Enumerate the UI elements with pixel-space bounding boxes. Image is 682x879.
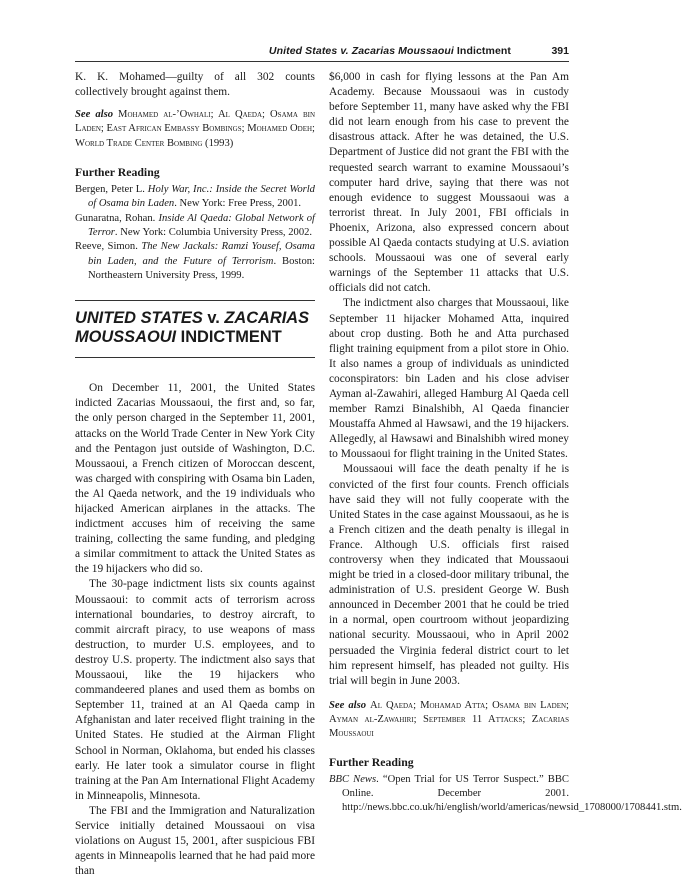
see-also-label: See also	[329, 699, 366, 711]
article-paragraph: Moussaoui will face the death penalty if he is convicted of the first four counts. French officials have said they will not fully cooperate with the United States in the case against Moussaoui, as he is a French citizen and the death penalty is illegal in France. Although U.S. officials first raised controversy when they indicated that Moussaoui might be tried in a closed-door military tribunal, the administration of U.S. president George W. Bush announced in December 2001 that he could be tried in a normal, open courtroom without jeopardizing national security. Moussaoui, who in April 2002 persuaded the Virginia federal district court to let him represent himself, has pleaded not guilty. His trial will begin in June 2003.	[329, 463, 569, 687]
running-title-upright: Indictment	[453, 45, 511, 57]
page-number: 391	[551, 45, 569, 57]
article-heading	[75, 300, 315, 358]
previous-article-ending: K. K. Mohamed—guilty of all 302 counts collectively brought against them.	[75, 71, 315, 99]
running-title-italic: United States v. Zacarias Moussaoui	[268, 45, 454, 57]
header-rule	[75, 61, 569, 62]
article-rule-top	[75, 300, 315, 301]
article-title: UNITED STATES v. ZACARIAS MOUSSAOUI INDICTMENT	[75, 309, 310, 347]
see-also-previous	[75, 108, 315, 151]
article-paragraph: $6,000 in cash for flying lessons at the Pan Am Academy. Because Moussaoui was in custody before September 11, many have asked why the FBI did not learn enough from his case to prevent the disastrous attack. After he was detained, the U.S. Department of Justice did not grant the FBI with the requested search warrant to examine Moussaoui’s computer hard drive, saying that there was not enough evidence to suggest Moussaoui was a terrorist threat. In July 2001, FBI officials in Phoenix, Arizona, also expressed concern about possible Al Qaeda contacts studying at U.S. aviation schools. Moussaoui was one of several early warnings of the September 11 attacks that U.S. officials did not catch.	[329, 71, 569, 295]
bibliography-entry: Gunaratna, Rohan. Inside Al Qaeda: Global Network of Terror. New York: Columbia University Press, 2002.	[75, 212, 315, 239]
further-reading-heading: Further Reading	[75, 165, 160, 180]
article-paragraph: The 30-page indictment lists six counts against Moussaoui: to commit acts of terrorism across international boundaries, to destroy aircraft, to commit aircraft piracy, to use weapons of mass destruction, to murder U.S. employees, and to destroy U.S. property. The indictment also says that Moussaoui, like the 19 hijackers who commandeered planes and used them as bombs on September 11, trained at an Al Qaeda camp in Afghanistan and later received flight training in the United States. He studied at the Airman Flight School in Norman, Oklahoma, but ended his classes early. He later took a simulator course in flight training at the Pan Am International Flight Academy in Minneapolis, Minnesota.	[75, 578, 315, 802]
right-column	[329, 70, 682, 816]
bibliography-entry: BBC News. “Open Trial for US Terror Suspect.” BBC Online. December 2001. http://news.bbc.co.uk/hi/english/world/americas/newsid_1708000/1708441.stm.	[329, 773, 682, 814]
article-paragraph: On December 11, 2001, the United States indicted Zacarias Moussaoui, the first and, so far, the only person charged in the September 11, 2001, attacks on the World Trade Center in New York City and the Pentagon just outside of Washington, D.C. Moussaoui, a French citizen of Moroccan descent, was charged with conspiring with Osama bin Laden, the Al Qaeda network, and the 19 individuals who hijacked American airplanes in the attacks. The indictment accuses him of receiving the same training, collecting the same funding, and pledging a similar commitment to attack the United States as the 19 hijackers who did so.	[75, 382, 315, 576]
bibliography-entry: Bergen, Peter L. Holy War, Inc.: Inside the Secret World of Osama bin Laden. New York: Free Press, 2001.	[75, 184, 315, 210]
see-also-article	[329, 699, 569, 742]
article-paragraph: The FBI and the Immigration and Naturalization Service initially detained Moussaoui on visa violations on August 15, 2001, after suspicious FBI agents in Minneapolis learned that he had paid more than	[75, 804, 315, 878]
further-reading-heading: Further Reading	[329, 754, 414, 769]
article-rule-bottom	[75, 357, 315, 358]
left-column	[75, 70, 315, 879]
article-paragraph: The indictment also charges that Moussaoui, like September 11 hijacker Mohamed Atta, inquired about crop dusting. Both he and Atta purchased flight training equipment from a pilot store in Ohio. It also names a group of individuals as unindicted coconspirators: bin Laden and his close adviser Ayman al-Zawahiri, alleged Hamburg Al Qaeda cell member Ramzi Binalshibh, Al Qaeda financier Moustaffa Ahmed al Hawsawi, and the 19 hijackers. Allegedly, al Hawsawi and Binalshibh wired money to Moussaoui for flight training in the United States.	[329, 297, 569, 461]
see-also-label: See also	[75, 109, 113, 121]
bibliography-entry: Reeve, Simon. The New Jackals: Ramzi Yousef, Osama bin Laden, and the Future of Terrorism. Boston: Northeastern University Press, 1999.	[75, 241, 315, 281]
running-header	[75, 40, 569, 62]
see-also-refs: Al Qaeda; Mohamad Atta; Osama bin Laden; Ayman al-Zawahiri; September 11 Attacks; Zacarias Moussaoui	[329, 699, 569, 740]
see-also-refs: Mohamed al-’Owhali; Al Qaeda; Osama bin Laden; East African Embassy Bombings; Mohamed Odeh; World Trade Center Bombing (1993)	[75, 109, 315, 149]
running-title	[269, 45, 511, 57]
